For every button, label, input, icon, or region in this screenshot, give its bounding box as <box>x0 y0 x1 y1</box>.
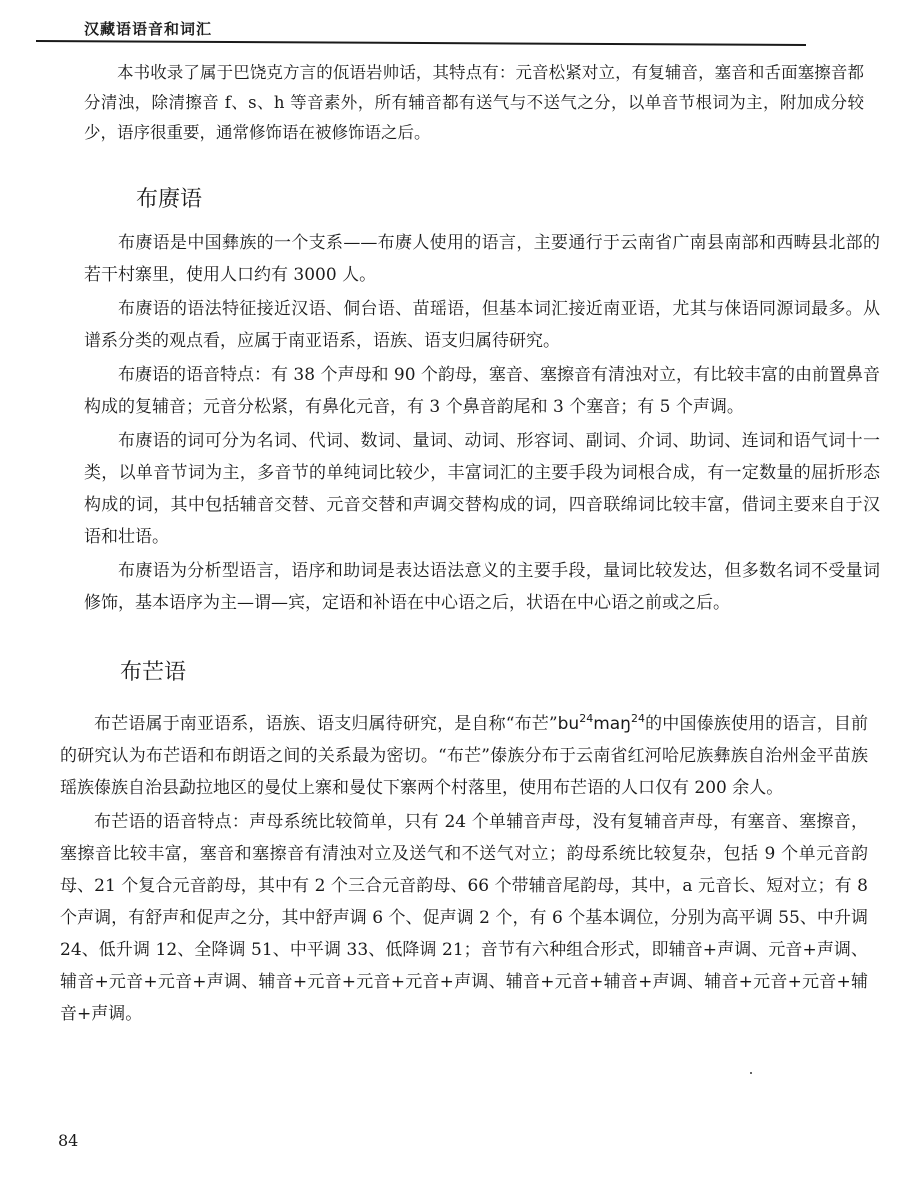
paragraph: 布芒语的语音特点：声母系统比较简单，只有 24 个单辅音声母，没有复辅音声母，有塞音、塞擦音，塞擦音比较丰富，塞音和塞擦音有清浊对立及送气和不送气对立；韵母系统比较复杂，包括 9 个单元音韵母、21 个复合元音韵母，其中有 2 个三合元音韵母、66 个带辅音尾韵母，其中，a 元音长、短对立；有 8 个声调，有舒声和促声之分，其中舒声调 6 个、促声调 2 个，有 6 个基本调位，分别为高平调 55、中升调 24、低升调 12、全降调 51、中平调 33、低降调 21；音节有六种组合形式，即辅音+声调、元音+声调、辅音+元音+元音+声调、辅音+元音+元音+元音+声调、辅音+元音+辅音+声调、辅音+元音+元音+辅音+声调。 <box>60 812 868 1024</box>
section-title: 布芒语 <box>120 660 187 685</box>
paragraph: 布赓语为分析型语言，语序和助词是表达语法意义的主要手段，量词比较发达，但多数名词不受量词修饰，基本语序为主—谓—宾，定语和补语在中心语之后，状语在中心语之前或之后。 <box>84 561 880 613</box>
ipa-syllable: maŋ <box>593 714 631 734</box>
paragraph-text: 的中国傣族使用的语言，目前的研究认为布芒语和布朗语之间的关系最为密切。“布芒”傣族分布于云南省红河哈尼族彝族自治州金平苗族瑶族傣族自治县勐拉地区的曼仗上寨和曼仗下寨两个村落里，使用布芒语的人口仅有 200 余人。 <box>60 714 869 798</box>
ipa-syllable: bu <box>557 714 580 734</box>
header-rule <box>36 40 806 46</box>
paragraph: 布赓语的词可分为名词、代词、数词、量词、动词、形容词、副词、介词、助词、连词和语气词十一类，以单音节词为主，多音节的单纯词比较少，丰富词汇的主要手段为词根合成，有一定数量的屈折形态构成的词，其中包括辅音交替、元音交替和声调交替构成的词，四音联绵词比较丰富，借词主要来自于汉语和壮语。 <box>84 431 880 547</box>
paragraph: 布赓语的语法特征接近汉语、侗台语、苗瑶语，但基本词汇接近南亚语，尤其与俫语同源词最多。从谱系分类的观点看，应属于南亚语系，语族、语支归属待研究。 <box>84 299 880 351</box>
section-title: 布赓语 <box>136 187 203 212</box>
page-body <box>60 58 880 1032</box>
paragraph: 布赓语是中国彝族的一个支系——布赓人使用的语言，主要通行于云南省广南县南部和西畴县北部的若干村寨里，使用人口约有 3000 人。 <box>84 233 880 285</box>
page-number: 84 <box>58 1131 79 1150</box>
paragraph <box>60 708 868 804</box>
tone-number: 24 <box>579 712 594 725</box>
intro-paragraph: 本书收录了属于巴饶克方言的佤语岩帅话，其特点有：元音松紧对立，有复辅音，塞音和舌面塞擦音都分清浊，除清擦音 f、s、h 等音素外，所有辅音都有送气与不送气之分，以单音节根词为主，附加成分较少，语序很重要，通常修饰语在被修饰语之后。 <box>84 63 864 142</box>
ipa-transcription <box>558 714 645 734</box>
page-header <box>36 10 826 40</box>
print-speck <box>750 1072 752 1074</box>
paragraph: 布赓语的语音特点：有 38 个声母和 90 个韵母，塞音、塞擦音有清浊对立，有比较丰富的由前置鼻音构成的复辅音；元音分松紧，有鼻化元音，有 3 个鼻音韵尾和 3 个塞音；有 5 个声调。 <box>84 365 880 417</box>
running-head: 汉藏语语音和词汇 <box>84 20 213 38</box>
section-bugeng <box>60 182 880 619</box>
tone-number: 24 <box>630 712 645 725</box>
paragraph-text: 布芒语属于南亚语系，语族、语支归属待研究，是自称“布芒” <box>94 714 558 734</box>
section-bumang <box>60 655 869 1030</box>
